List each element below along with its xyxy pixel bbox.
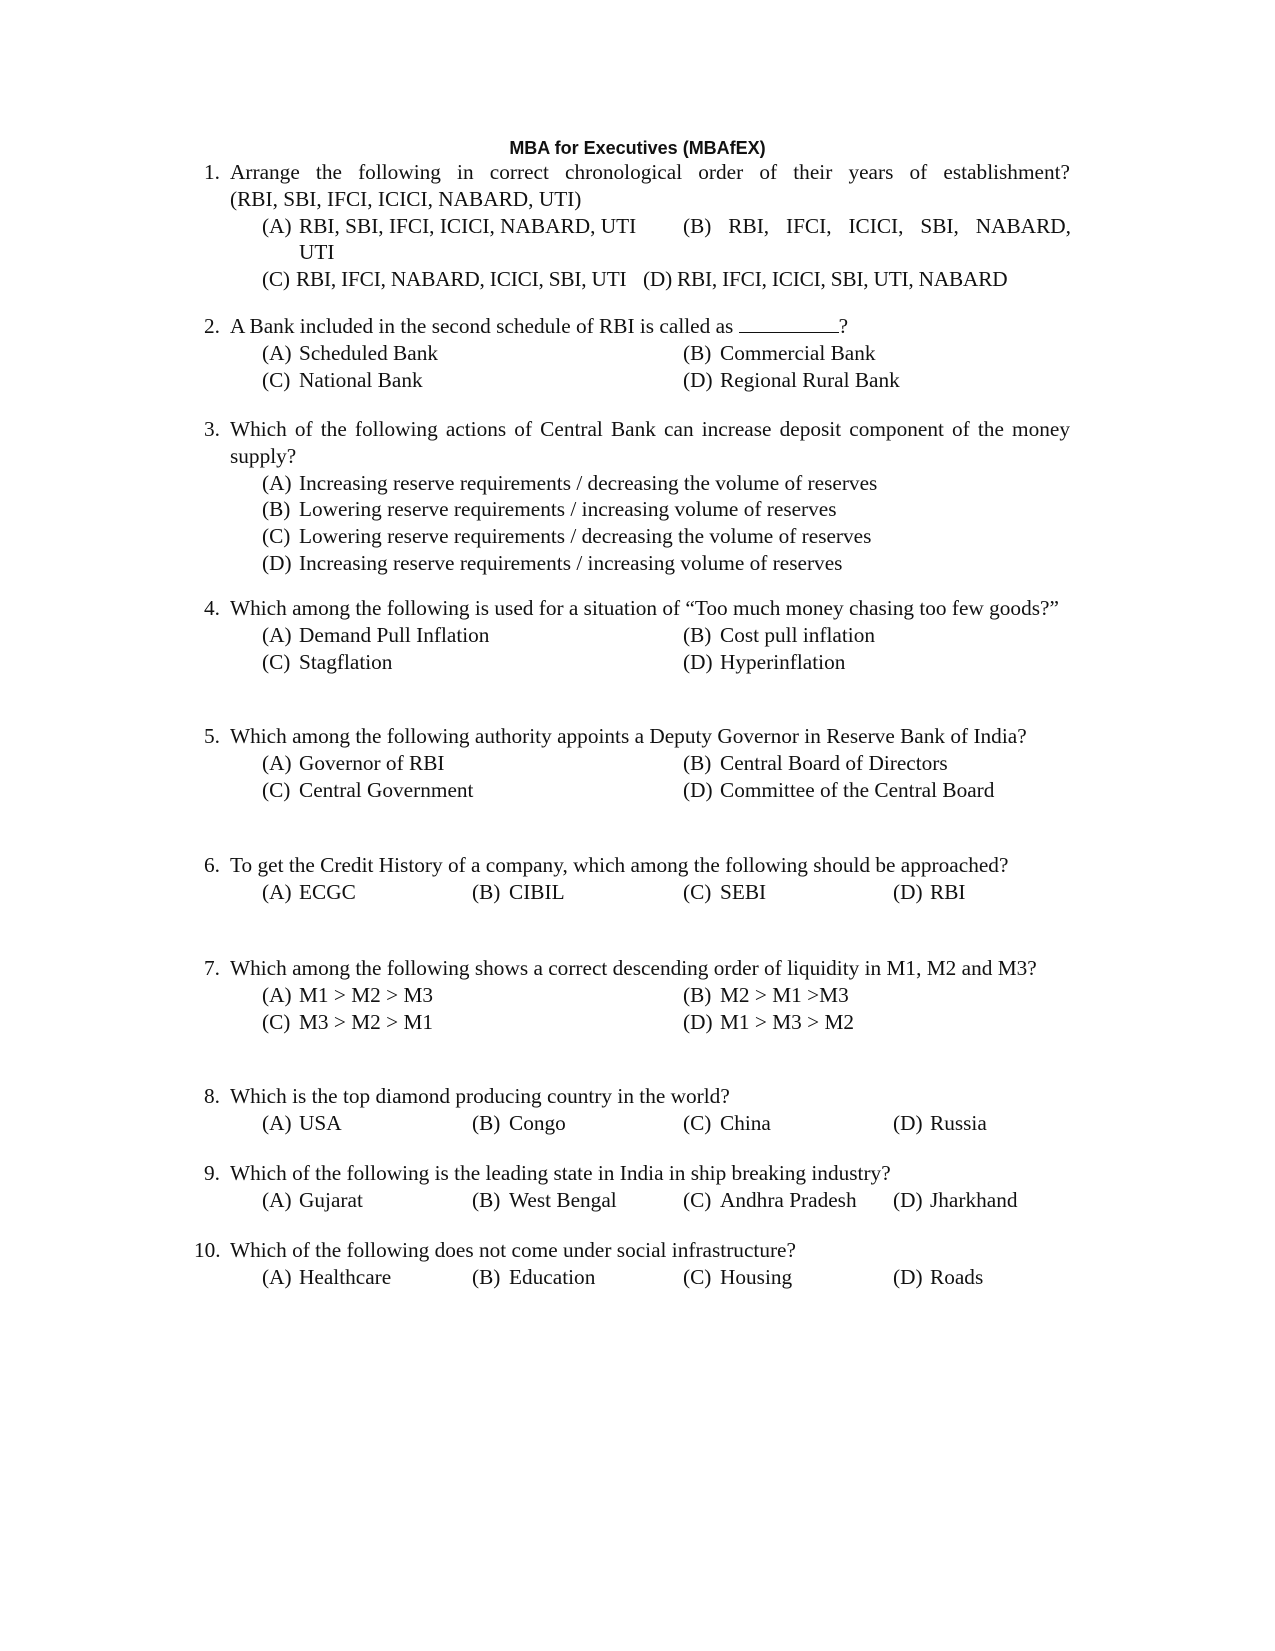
question-stem: To get the Credit History of a company, which among the following should be approached? [230,853,1009,877]
options-row [230,649,1070,676]
option-d: (D) M1 > M3 > M2 [683,1009,855,1034]
option-a: (A) Governor of RBI [262,750,445,775]
question-number: 2. [204,314,220,338]
question-number: 8. [204,1084,220,1108]
question-number: 4. [204,596,220,620]
options-row [230,777,1070,804]
options-row [230,367,1070,394]
question-6 [204,852,1070,906]
option-a: (A) ECGC [262,879,356,904]
question-stem: A Bank included in the second schedule of RBI is called as ? [230,314,849,338]
option-b: (B) Commercial Bank [683,340,876,365]
option-c: (C) Lowering reserve requirements / decreasing the volume of reserves [262,524,872,549]
option-a: (A) Demand Pull Inflation [262,622,490,647]
option-b: (B) Central Board of Directors [683,750,948,775]
options-row [230,1110,1070,1137]
options-row [230,879,1070,906]
question-number: 5. [204,724,220,748]
option-b: (B) Education [472,1264,596,1289]
option-b: (B) Congo [472,1110,566,1135]
question-4 [204,595,1070,675]
option-c: (C) RBI, IFCI, NABARD, ICICI, SBI, UTI [262,267,627,292]
question-stem: Which is the top diamond producing country in the world? [230,1084,730,1108]
options-row [230,340,1070,367]
option-b: (B) West Bengal [472,1187,617,1212]
question-number: 7. [204,956,220,980]
question-5 [204,723,1070,803]
option-c: (C) Andhra Pradesh [683,1187,857,1212]
option-d: (D) Roads [893,1264,984,1289]
option-b: (B) Lowering reserve requirements / increasing volume of reserves [262,497,837,522]
option-a: (A) Scheduled Bank [262,340,438,365]
options-row [230,622,1070,649]
option-b: (B) CIBIL [472,879,565,904]
option-c: (C) M3 > M2 > M1 [262,1009,434,1034]
question-number: 1. [204,160,220,184]
options-row [230,266,1070,293]
option-c: (C) Stagflation [262,649,393,674]
option-d: (D) Jharkhand [893,1187,1018,1212]
question-number: 3. [204,417,220,441]
question-stem-list: (RBI, SBI, IFCI, ICICI, NABARD, UTI) [230,186,582,211]
options-row-wrap [230,239,1070,266]
question-8 [204,1083,1070,1137]
option-d: (D) RBI [893,879,966,904]
question-7 [204,955,1070,1035]
option-d: (D) Committee of the Central Board [683,777,995,802]
question-10 [194,1237,1070,1291]
option-d: (D) Regional Rural Bank [683,367,900,392]
option-a: (A) RBI, SBI, IFCI, ICICI, NABARD, UTI [262,213,637,238]
question-1 [204,159,1071,293]
question-number: 6. [204,853,220,877]
option-b: (B) M2 > M1 >M3 [683,982,849,1007]
option-a: (A) M1 > M2 > M3 [262,982,434,1007]
option-d: (D) Russia [893,1110,987,1135]
options-row [230,213,1070,240]
options-row [230,1264,1070,1291]
option-c: (C) SEBI [683,879,767,904]
option-c: (C) National Bank [262,367,423,392]
option-a: (A) Gujarat [262,1187,363,1212]
question-number: 10. [194,1238,221,1262]
option-a: (A) USA [262,1110,342,1135]
option-b-continued: UTI [299,240,335,265]
question-2 [204,313,1070,393]
option-a: (A) Healthcare [262,1264,392,1289]
question-stem: Which among the following shows a correct descending order of liquidity in M1, M2 and M3? [230,956,1037,980]
options-row [230,1009,1070,1036]
answer-blank [739,314,839,333]
options-row [230,523,1070,550]
question-9 [204,1160,1070,1214]
option-a: (A) Increasing reserve requirements / decreasing the volume of reserves [262,470,878,495]
option-d: (D) RBI, IFCI, ICICI, SBI, UTI, NABARD [643,267,1008,292]
option-b: (B) Cost pull inflation [683,622,875,647]
question-3 [204,416,1070,577]
option-d: (D) Hyperinflation [683,649,846,674]
option-c: (C) Central Government [262,777,474,802]
options-row [230,550,1070,577]
options-row [230,496,1070,523]
option-c: (C) Housing [683,1264,793,1289]
question-stem: Which among the following authority appoints a Deputy Governor in Reserve Bank of India? [230,724,1027,748]
question-number: 9. [204,1161,220,1185]
question-stem: Which of the following does not come under social infrastructure? [230,1238,796,1262]
option-d: (D) Increasing reserve requirements / increasing volume of reserves [262,550,843,575]
question-stem: Which of the following actions of Central Bank can increase deposit component of the money supply? [230,417,1070,468]
options-row [230,1187,1070,1214]
options-row [230,982,1070,1009]
option-c: (C) China [683,1110,771,1135]
options-row [230,470,1070,497]
question-stem: Which of the following is the leading state in India in ship breaking industry? [230,1161,891,1185]
options-row [230,750,1070,777]
page-title: MBA for Executives (MBAfEX) [509,138,766,158]
question-stem: Which among the following is used for a situation of “Too much money chasing too few goods?” [230,596,1059,620]
option-b: (B) RBI, IFCI, ICICI, SBI, NABARD, [683,213,1071,238]
question-stem: Arrange the following in correct chronological order of their years of establishment? [230,160,1070,184]
